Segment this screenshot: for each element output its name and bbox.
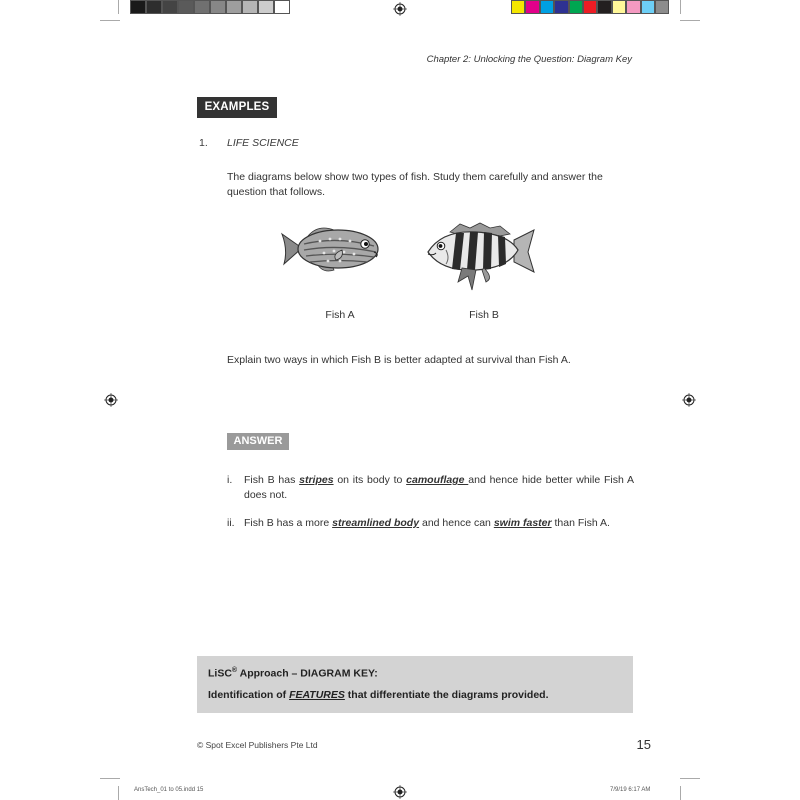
approach-title-prefix: LiSC [208, 667, 232, 680]
answer-text-segment: and hence can [419, 517, 494, 529]
answer-text-segment: Fish B has [244, 474, 300, 486]
example-number: 1. [199, 137, 208, 149]
color-swatch [626, 0, 640, 14]
copyright-text: © Spot Excel Publishers Pte Ltd [197, 740, 318, 750]
answer-keyword: streamlined body [332, 517, 420, 529]
color-swatch [525, 0, 539, 14]
color-swatch [612, 0, 626, 14]
registered-mark: ® [231, 667, 238, 674]
answer-keyword: stripes [299, 474, 334, 486]
color-swatch [569, 0, 583, 14]
crop-mark [118, 0, 119, 14]
print-timestamp: 7/9/19 6:17 AM [610, 787, 651, 793]
answer-tag: ANSWER [227, 433, 289, 450]
examples-tag: EXAMPLES [197, 97, 277, 118]
color-swatch [554, 0, 568, 14]
color-swatch [597, 0, 611, 14]
approach-title-suffix: Approach – DIAGRAM KEY: [237, 667, 378, 680]
gray-swatch [178, 0, 194, 14]
crop-mark [100, 778, 120, 779]
fish-b-caption: Fish B [469, 309, 499, 321]
example-intro-line: The diagrams below show two types of fish. Study them carefully and answer the [227, 171, 603, 183]
answer-keyword: camouflage [406, 474, 469, 486]
answer-text-segment: and hence hide better while Fish A does not. [244, 474, 634, 501]
answer-item-text [244, 516, 634, 531]
answer-item [227, 473, 635, 505]
crop-mark [680, 786, 681, 800]
crop-mark [118, 786, 119, 800]
registration-mark-icon [393, 785, 407, 799]
example-topic: LIFE SCIENCE [227, 137, 299, 149]
approach-box-body [208, 689, 549, 701]
approach-box-title [208, 667, 378, 680]
registration-mark-icon [104, 393, 118, 407]
registration-mark-icon [682, 393, 696, 407]
gray-swatch [162, 0, 178, 14]
file-slug: AnsTech_01 to 05.indd 15 [134, 787, 204, 793]
color-swatch [511, 0, 525, 14]
fish-a-caption: Fish A [325, 309, 355, 321]
answer-item-label: ii. [227, 517, 235, 529]
gray-swatch [210, 0, 226, 14]
fish-a-illustration [278, 224, 384, 276]
answer-text-segment: on its body to [333, 474, 407, 486]
color-swatch [655, 0, 669, 14]
fish-b-illustration [424, 220, 536, 296]
answer-item-text [244, 473, 634, 503]
page-number: 15 [636, 737, 651, 752]
color-swatch [540, 0, 554, 14]
chapter-header: Chapter 2: Unlocking the Question: Diagram Key [426, 54, 632, 65]
gray-swatch [242, 0, 258, 14]
color-swatch [641, 0, 655, 14]
answer-text-segment: Fish B has a more [244, 517, 333, 529]
gray-swatch [258, 0, 274, 14]
example-intro-line: question that follows. [227, 186, 326, 198]
crop-mark [100, 20, 120, 21]
approach-body-keyword: FEATURES [289, 689, 345, 701]
approach-box [197, 656, 633, 713]
gray-swatch [146, 0, 162, 14]
registration-mark-icon [393, 2, 407, 16]
answer-keyword: swim faster [493, 517, 552, 529]
answer-item-label: i. [227, 474, 233, 486]
crop-mark [680, 778, 700, 779]
gray-swatch [226, 0, 242, 14]
gray-swatch [274, 0, 290, 14]
color-swatch [583, 0, 597, 14]
question-text: Explain two ways in which Fish B is better adapted at survival than Fish A. [227, 354, 571, 366]
answer-item [227, 516, 635, 532]
crop-mark [680, 20, 700, 21]
gray-swatch [130, 0, 146, 14]
approach-body-prefix: Identification of [208, 689, 290, 701]
answer-text-segment: than Fish A. [551, 517, 610, 529]
gray-swatch [194, 0, 210, 14]
example-intro [227, 170, 635, 200]
approach-body-suffix: that differentiate the diagrams provided. [344, 689, 549, 701]
crop-mark [680, 0, 681, 14]
